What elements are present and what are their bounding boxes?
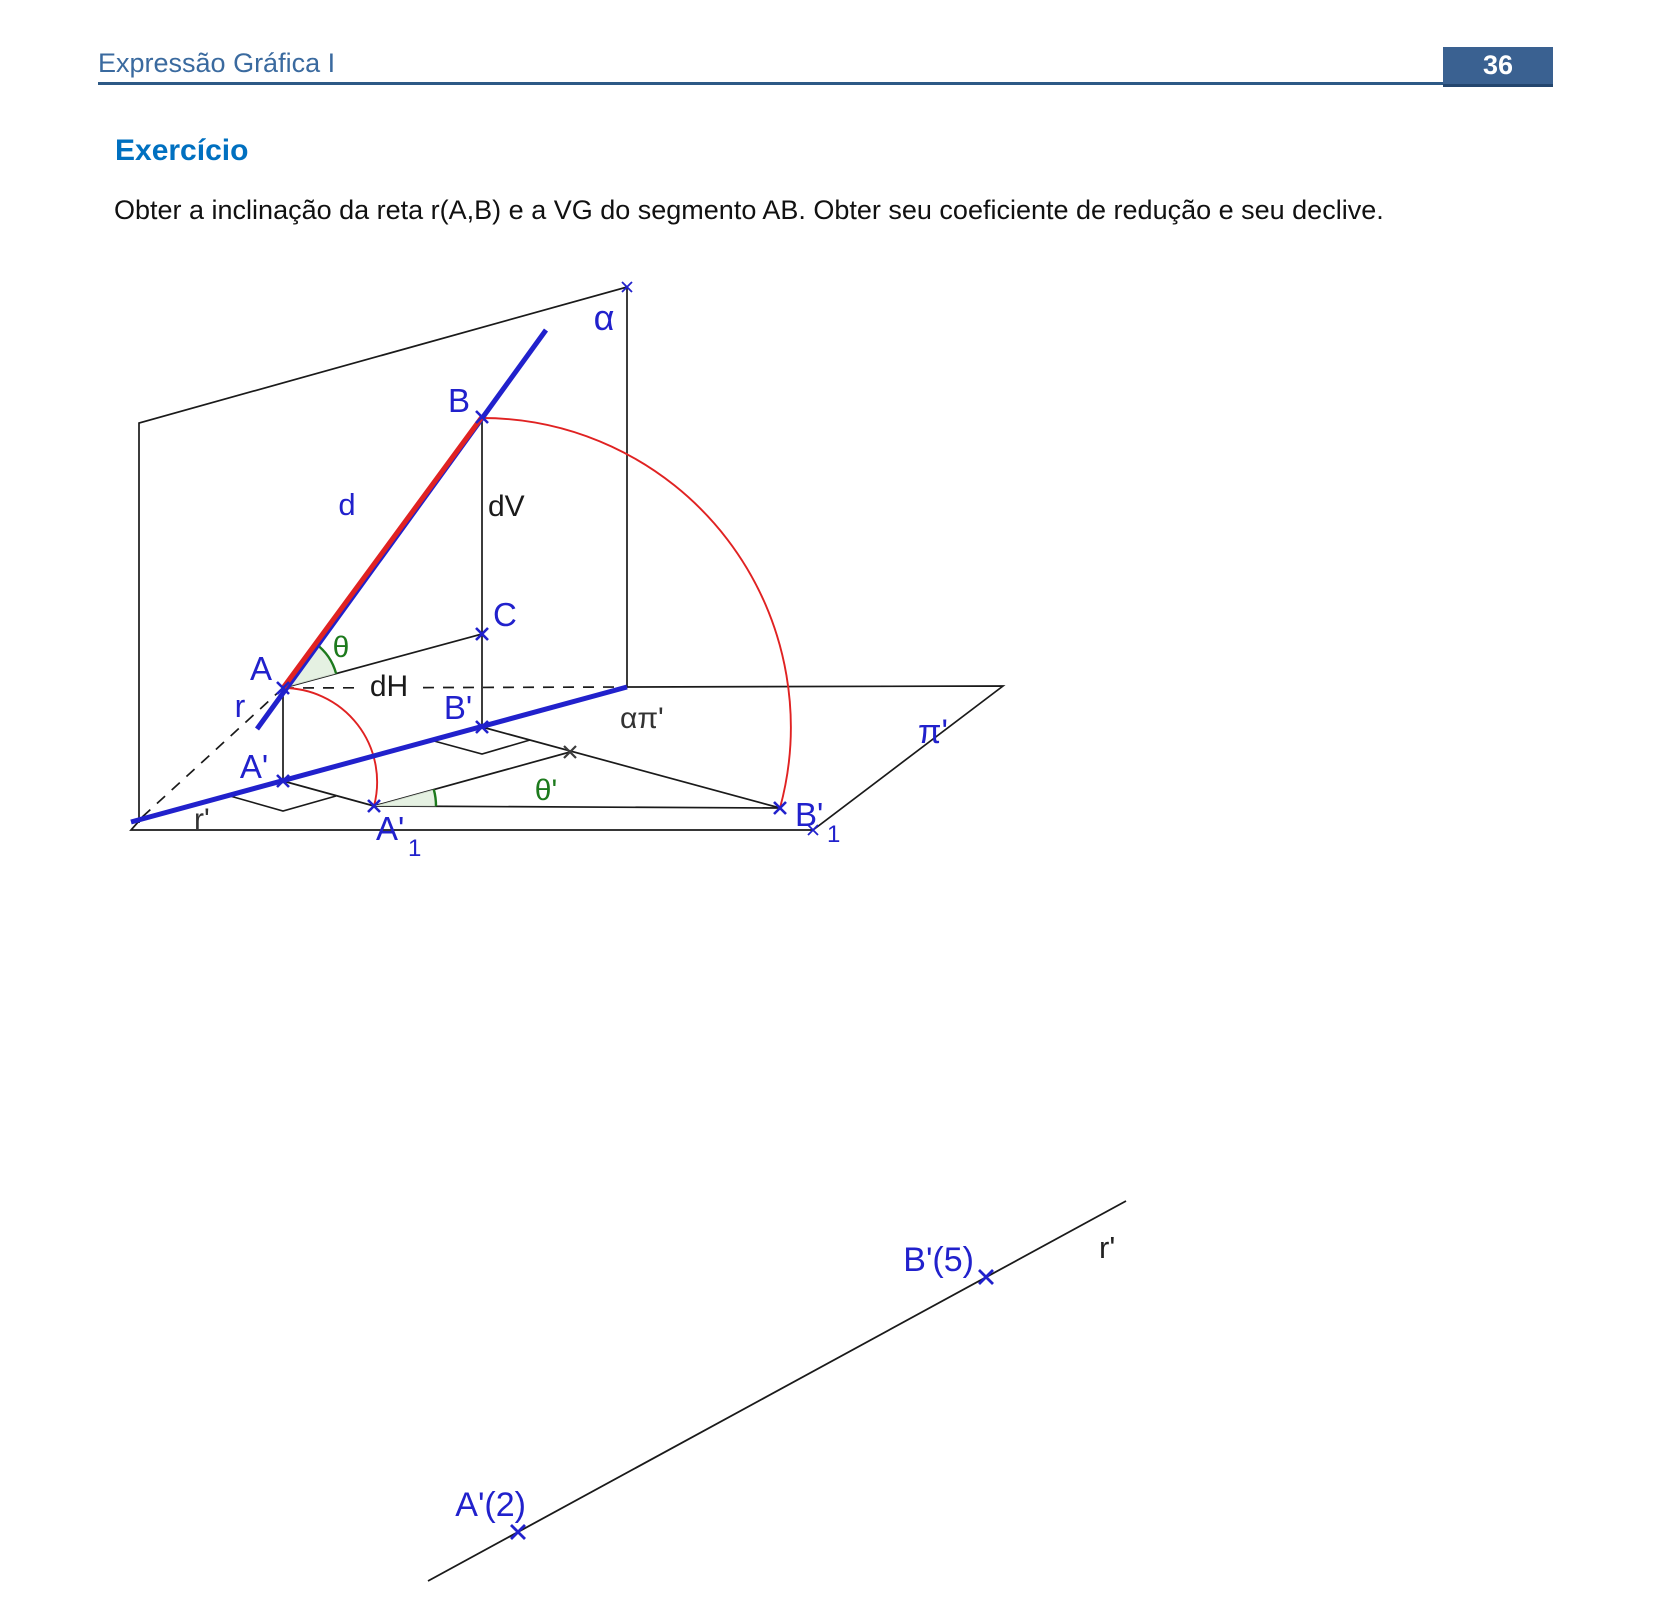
line-bproj-to-brot xyxy=(482,727,780,808)
label-brot-sub: 1 xyxy=(827,821,841,848)
label-aproj-fig2: A'(2) xyxy=(455,1486,526,1524)
label-aproj: A' xyxy=(239,748,269,785)
label-theta-prime: θ' xyxy=(534,774,558,807)
label-bproj-fig2: B'(5) xyxy=(903,1241,974,1279)
segment-d-true-length xyxy=(283,417,482,688)
label-brot: B' xyxy=(795,796,824,833)
label-pi-plane: π' xyxy=(918,713,948,751)
label-dv: dV xyxy=(488,490,525,523)
point-aproj2-marker xyxy=(511,1525,525,1539)
label-bproj: B' xyxy=(443,689,473,726)
label-d: d xyxy=(338,487,356,522)
line-aproj-to-arot xyxy=(283,781,374,806)
label-r: r xyxy=(234,688,246,724)
rotation-arc-b xyxy=(482,418,791,808)
label-rproj-fig2: r' xyxy=(1099,1230,1116,1265)
right-angle-mark-bproj xyxy=(434,740,530,754)
right-angle-mark-aproj xyxy=(230,796,336,811)
figure1-pictorial xyxy=(131,282,1003,862)
exercise-heading: Exercício xyxy=(115,134,249,167)
point-markers xyxy=(277,411,786,814)
theta-prime-angle-fill xyxy=(374,790,436,807)
label-alpha: α xyxy=(593,297,615,338)
label-rproj-fig1: r' xyxy=(194,803,210,836)
label-theta: θ xyxy=(332,631,350,664)
header-title: Expressão Gráfica I xyxy=(98,48,336,78)
line-arot-to-brot xyxy=(374,806,780,808)
point-bproj2-marker xyxy=(979,1270,993,1284)
label-arot: A' xyxy=(376,810,405,847)
label-a: A xyxy=(249,650,273,687)
exercise-statement: Obter a inclinação da reta r(A,B) e a VG do segmento AB. Obter seu coeficiente de redução e seu declive. xyxy=(114,195,1384,225)
page-number: 36 xyxy=(1482,50,1514,80)
figure2-projection xyxy=(428,1201,1126,1581)
label-dh: dH xyxy=(369,670,409,703)
label-alpha-pi-trace: απ' xyxy=(620,702,664,735)
label-b: B xyxy=(447,382,471,419)
corner-markers xyxy=(622,282,818,835)
line-r-projection-fig2 xyxy=(428,1201,1126,1581)
label-c: C xyxy=(493,596,517,633)
label-arot-sub: 1 xyxy=(408,835,422,862)
rotation-arc-a xyxy=(283,688,377,806)
dh-dashed-line xyxy=(283,687,627,688)
